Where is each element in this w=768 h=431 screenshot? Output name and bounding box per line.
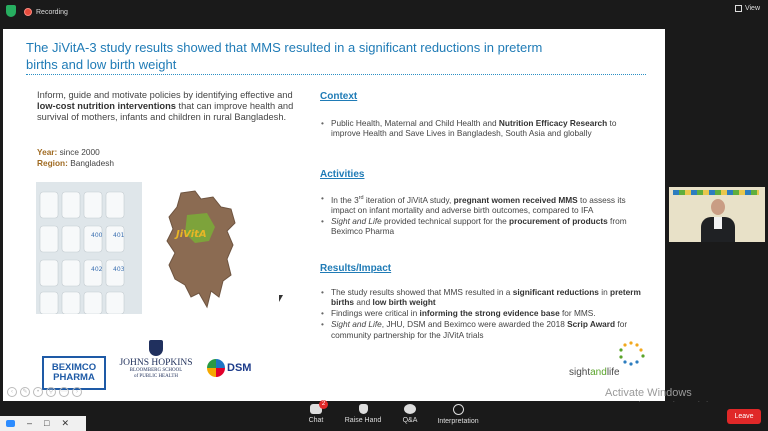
speaker-video-tile[interactable] (669, 187, 765, 242)
pill-bottles-photo (36, 182, 142, 314)
zoom-slide-icon[interactable]: ⚲ (46, 387, 56, 397)
jhu-sub1: BLOOMBERG SCHOOL (129, 368, 183, 373)
year-value: since 2000 (59, 147, 100, 157)
sight-and-life-text: sightandlife (569, 367, 620, 378)
recording-icon (24, 8, 32, 16)
list-item: • Sight and Life, JHU, DSM and Beximco were awarded the 2018 Scrip Award for community partnership for the JiVitA trials (320, 319, 645, 340)
chat-icon (310, 401, 326, 414)
bottle-label: 400 (91, 232, 103, 239)
list-item: • Findings were critical in informing the strong evidence base for MMS. (320, 308, 645, 318)
shared-slide (3, 29, 665, 401)
mouse-cursor-icon (279, 295, 286, 302)
view-button[interactable] (735, 5, 760, 12)
qa-label: Q&A (402, 417, 418, 424)
slide-controls (7, 387, 82, 397)
region-value: Bangladesh (70, 158, 115, 168)
view-label: View (744, 5, 760, 12)
more-options-icon[interactable]: ⋯ (61, 389, 67, 395)
bottle-label: 401 (113, 232, 125, 239)
slide-title: The JiVitA-3 study results showed that MMS resulted in a significant reductions in preterm births and low birth weight (26, 40, 543, 72)
chat-button[interactable] (291, 401, 341, 424)
dsm-mark-icon (207, 359, 225, 377)
intro-text (37, 90, 299, 123)
recording-label: Recording (36, 8, 68, 16)
next-slide-icon[interactable]: › (72, 387, 82, 397)
globe-icon (453, 404, 464, 415)
context-list (320, 118, 645, 139)
intro-bold: low-cost nutrition interventions (37, 101, 176, 111)
zoom-app-icon (6, 420, 15, 427)
interpretation-button[interactable] (433, 404, 483, 425)
speaker-shirt (714, 217, 722, 229)
speaker-head (711, 199, 725, 215)
chat-badge: 2 (319, 400, 328, 409)
top-bar (0, 0, 768, 22)
bottle-label: 403 (113, 266, 125, 273)
project-meta (37, 147, 114, 169)
prev-slide-icon[interactable]: ‹ (7, 387, 17, 397)
year-label: Year: (37, 147, 58, 157)
raise-hand-button[interactable] (338, 404, 388, 424)
watermark-line1: Activate Windows (605, 387, 692, 399)
activities-heading: Activities (320, 169, 365, 180)
dsm-logo (207, 359, 251, 377)
security-shield-icon[interactable] (6, 5, 16, 17)
results-heading: Results/Impact (320, 263, 392, 274)
close-icon[interactable]: ✕ (61, 418, 69, 428)
list-item: • The study results showed that MMS resulted in a significant reductions in preterm births and low birth weight (320, 287, 645, 308)
recording-indicator (24, 6, 84, 18)
jhu-name: JOHNS HOPKINS (119, 358, 193, 368)
bangladesh-map (161, 189, 239, 311)
qa-button[interactable] (385, 404, 435, 424)
beximco-line2: PHARMA (53, 372, 95, 383)
list-item: • Public Health, Maternal and Child Health and Nutrition Efficacy Research to improve Health and Save Lives in Bangladesh, South Asia and globally (320, 118, 645, 139)
pen-icon[interactable]: ✎ (20, 387, 30, 397)
qa-icon (404, 404, 416, 414)
zoom-window-tile[interactable] (0, 416, 86, 431)
sight-and-life-logo (569, 339, 661, 387)
list-item: • In the 3rd iteration of JiVitA study, pregnant women received MMS to assess its impact on infant mortality and adverse birth outcomes, compared to IFA (320, 193, 645, 216)
raise-hand-label: Raise Hand (344, 417, 382, 424)
pointer-icon[interactable]: • (33, 387, 43, 397)
video-background-strip (673, 190, 759, 195)
leave-button[interactable]: Leave (727, 409, 761, 424)
jhu-shield-icon (149, 340, 163, 356)
region-label: Region: (37, 158, 68, 168)
interpretation-label: Interpretation (437, 418, 479, 425)
hand-icon (359, 404, 368, 414)
jhu-sub2: of PUBLIC HEALTH (134, 373, 178, 379)
chat-label: Chat (308, 417, 324, 424)
beximco-pharma-logo (42, 356, 106, 390)
grid-view-icon (735, 5, 742, 12)
activities-list (320, 193, 645, 237)
dsm-name: DSM (227, 362, 252, 374)
list-item: • Sight and Life provided technical support for the procurement of products from Beximco Pharma (320, 216, 645, 237)
intro-part2: that can improve health and survival of mothers, infants and children in rural Bangladesh. (37, 101, 294, 122)
intro-part1: Inform, guide and motivate policies by identifying effective and (37, 90, 293, 100)
maximize-icon[interactable]: □ (44, 418, 50, 428)
beximco-line1: BEXIMCO (51, 362, 97, 373)
context-heading: Context (320, 91, 358, 102)
bottle-label: 402 (91, 266, 103, 273)
johns-hopkins-logo (116, 340, 196, 390)
title-divider (26, 74, 646, 75)
jivita-map-label: JiVitA (176, 229, 207, 240)
results-list (320, 287, 645, 341)
minimize-icon[interactable]: – (27, 418, 33, 428)
